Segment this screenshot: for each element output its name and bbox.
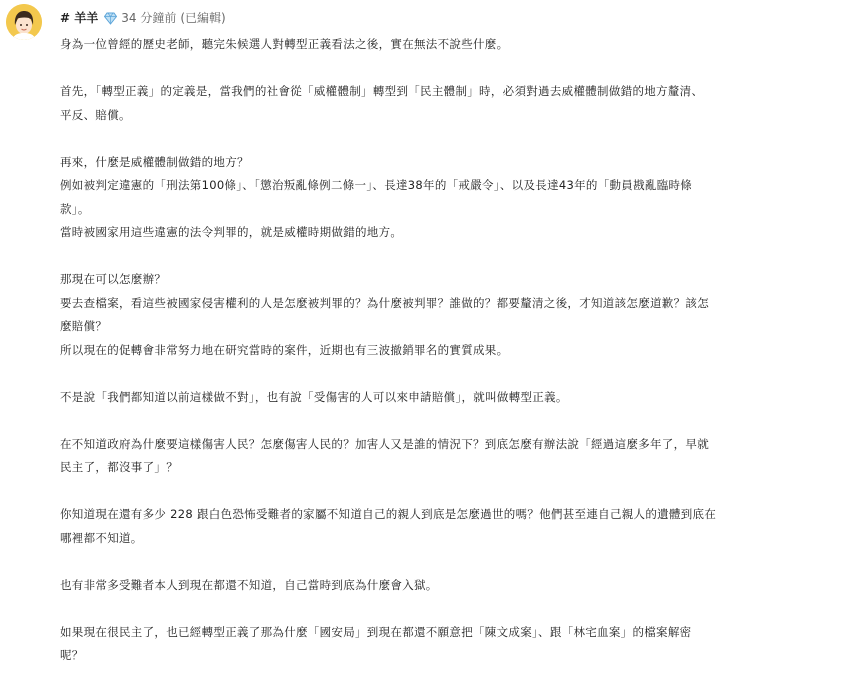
- text-line: 呢？: [60, 648, 84, 662]
- text-line: 麼賠償？: [60, 319, 108, 333]
- paragraph: [60, 433, 840, 480]
- avatar[interactable]: [6, 4, 42, 40]
- text-line: 首先，「轉型正義」的定義是，當我們的社會從「威權體制」轉型到「民主體制」時，必須對過去威權體制做錯的地方釐清、: [60, 84, 704, 98]
- text-line: 款」。: [60, 201, 90, 216]
- text-line: 要去查檔案，看這些被國家侵害權利的人是怎麼被判罪的？為什麼被判罪？誰做的？都要釐清之後，才知道該怎麼道歉？該怎: [60, 295, 709, 310]
- text-line: 所以現在的促轉會非常努力地在研究當時的案件，近期也有三波撤銷罪名的實質成果。: [60, 342, 509, 357]
- paragraph: [60, 574, 840, 598]
- paragraph: [60, 33, 840, 57]
- paragraph: [60, 386, 840, 410]
- text-line: 民主了，都沒事了」？: [60, 460, 178, 474]
- post-header: [60, 9, 226, 27]
- text-line: 身為一位曾經的歷史老師，聽完朱候選人對轉型正義看法之後，實在無法不說些什麼。: [60, 37, 509, 51]
- paragraph: [60, 151, 840, 245]
- text-line: 你知道現在還有多少 228 跟白色恐怖受難者的家屬不知道自己的親人到底是怎麼過世的嗎？他們甚至連自己親人的遺體到底在: [60, 507, 717, 521]
- text-line: 不是說「我們都知道以前這樣做不對」，也有說「受傷害的人可以來申請賠償」，就叫做轉型正義。: [60, 389, 568, 404]
- text-line: 也有非常多受難者本人到現在都還不知道，自己當時到底為什麼會入獄。: [60, 577, 438, 592]
- text-line: 哪裡都不知道。: [60, 530, 143, 545]
- paragraph: [60, 621, 840, 668]
- paragraph: [60, 268, 840, 362]
- edited-label: (已編輯): [180, 11, 226, 25]
- post-timestamp[interactable]: 34 分鐘前: [121, 11, 177, 25]
- paragraph: [60, 80, 840, 127]
- text-line: 當時被國家用這些違憲的法令判罪的，就是威權時期做錯的地方。: [60, 225, 403, 239]
- text-line: 例如被判定違憲的「刑法第100條」、「懲治叛亂條例二條一」、長達38年的「戒嚴令」、以及長達43年的「動員戡亂臨時條: [60, 178, 693, 192]
- diamond-icon: [104, 12, 117, 25]
- text-line: 在不知道政府為什麼要這樣傷害人民？怎麼傷害人民的？加害人又是誰的情況下？到底怎麼有辦法說「經過這麼多年了，早就: [60, 436, 709, 451]
- author-name[interactable]: # 羊羊: [60, 11, 99, 25]
- text-line: 如果現在很民主了，也已經轉型正義了那為什麼「國安局」到現在都還不願意把「陳文成案」、跟「林宅血案」的檔案解密: [60, 624, 692, 639]
- post-body: [60, 33, 840, 691]
- text-line: 平反、賠償。: [60, 107, 131, 122]
- text-line: 再來，什麼是威權體制做錯的地方？: [60, 154, 249, 169]
- avatar-illustration-icon: [6, 4, 42, 40]
- text-line: 那現在可以怎麼辦？: [60, 272, 167, 286]
- paragraph: [60, 503, 840, 550]
